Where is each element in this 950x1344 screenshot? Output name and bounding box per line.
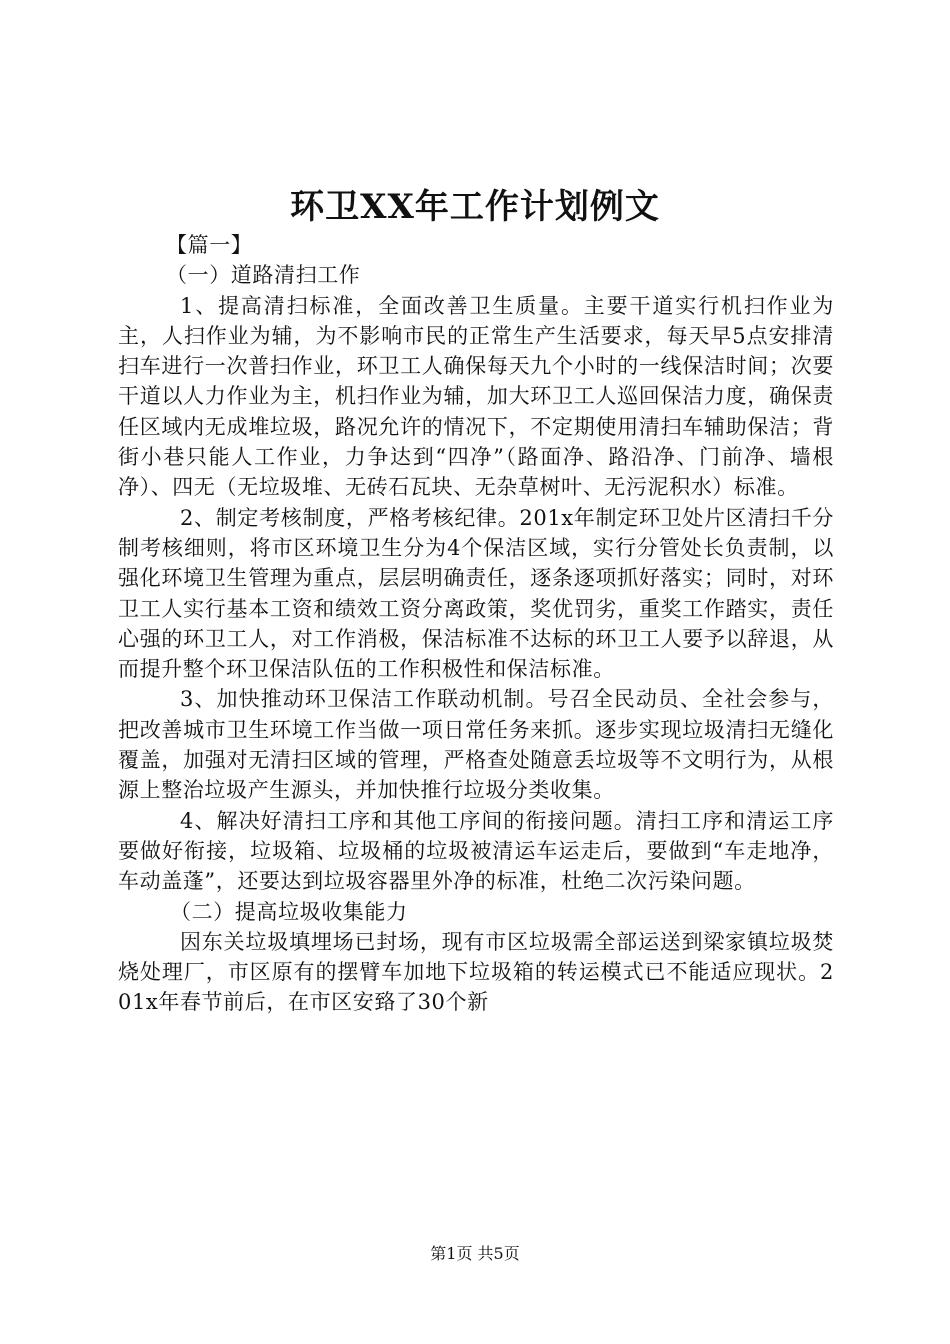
paragraph-1: 1、提高清扫标准，全面改善卫生质量。主要干道实行机扫作业为主，人扫作业为辅，为不影响市民的正常生产生活要求，每天早5点安排清扫车进行一次普扫作业，环卫工人确保每天九个小时的一线保洁时间；次要干道以人力作业为主，机扫作业为辅，加大环卫工人巡回保洁力度，确保责任区域内无成堆垃圾，路况允许的情况下，不定期使用清扫车辅助保洁；背街小巷只能人工作业，力争达到“四净”（路面净、路沿净、门前净、墙根净）、四无（无垃圾堆、无砖石瓦块、无杂草树叶、无污泥积水）标准。 bbox=[118, 293, 834, 500]
paragraph-3: 3、加快推动环卫保洁工作联动机制。号召全民动员、全社会参与，把改善城市卫生环境工作当做一项日常任务来抓。逐步实现垃圾清扫无缝化覆盖，加强对无清扫区域的管理，严格查处随意丢垃圾等不文明行为，从根源上整治垃圾产生源头，并加快推行垃圾分类收集。 bbox=[118, 687, 834, 803]
paragraph-4: 4、解决好清扫工序和其他工序间的衔接问题。清扫工序和清运工序要做好衔接，垃圾箱、垃圾桶的垃圾被清运车运走后，要做到“车走地净，车动盖蓬”，还要达到垃圾容器里外净的标准，杜绝二次污染问题。 bbox=[118, 808, 834, 894]
heading-garbage-collection: （二）提高垃圾收集能力 bbox=[170, 899, 408, 924]
page-footer: 第1页 共5页 bbox=[430, 1244, 520, 1263]
paragraph-5: 因东关垃圾填埋场已封场，现有市区垃圾需全部运送到梁家镇垃圾焚烧处理厂，市区原有的摆臂车加地下垃圾箱的转运模式已不能适应现状。201x年春节前后，在市区安臵了30个新 bbox=[118, 929, 834, 1015]
section-label: 【篇一】 bbox=[166, 233, 253, 257]
heading-road-cleaning: （一）道路清扫工作 bbox=[166, 263, 361, 288]
document-body bbox=[118, 230, 834, 1018]
paragraph-2: 2、制定考核制度，严格考核纪律。201x年制定环卫处片区清扫千分制考核细则，将市区环境卫生分为4个保洁区域，实行分管处长负责制，以强化环境卫生管理为重点，层层明确责任，逐条逐项抓好落实；同时，对环卫工人实行基本工资和绩效工资分离政策，奖优罚劣，重奖工作踏实，责任心强的环卫工人，对工作消极，保洁标准不达标的环卫工人要予以辞退，从而提升整个环卫保洁队伍的工作积极性和保洁标准。 bbox=[118, 505, 834, 682]
document-title: 环卫XX年工作计划例文 bbox=[290, 187, 660, 227]
